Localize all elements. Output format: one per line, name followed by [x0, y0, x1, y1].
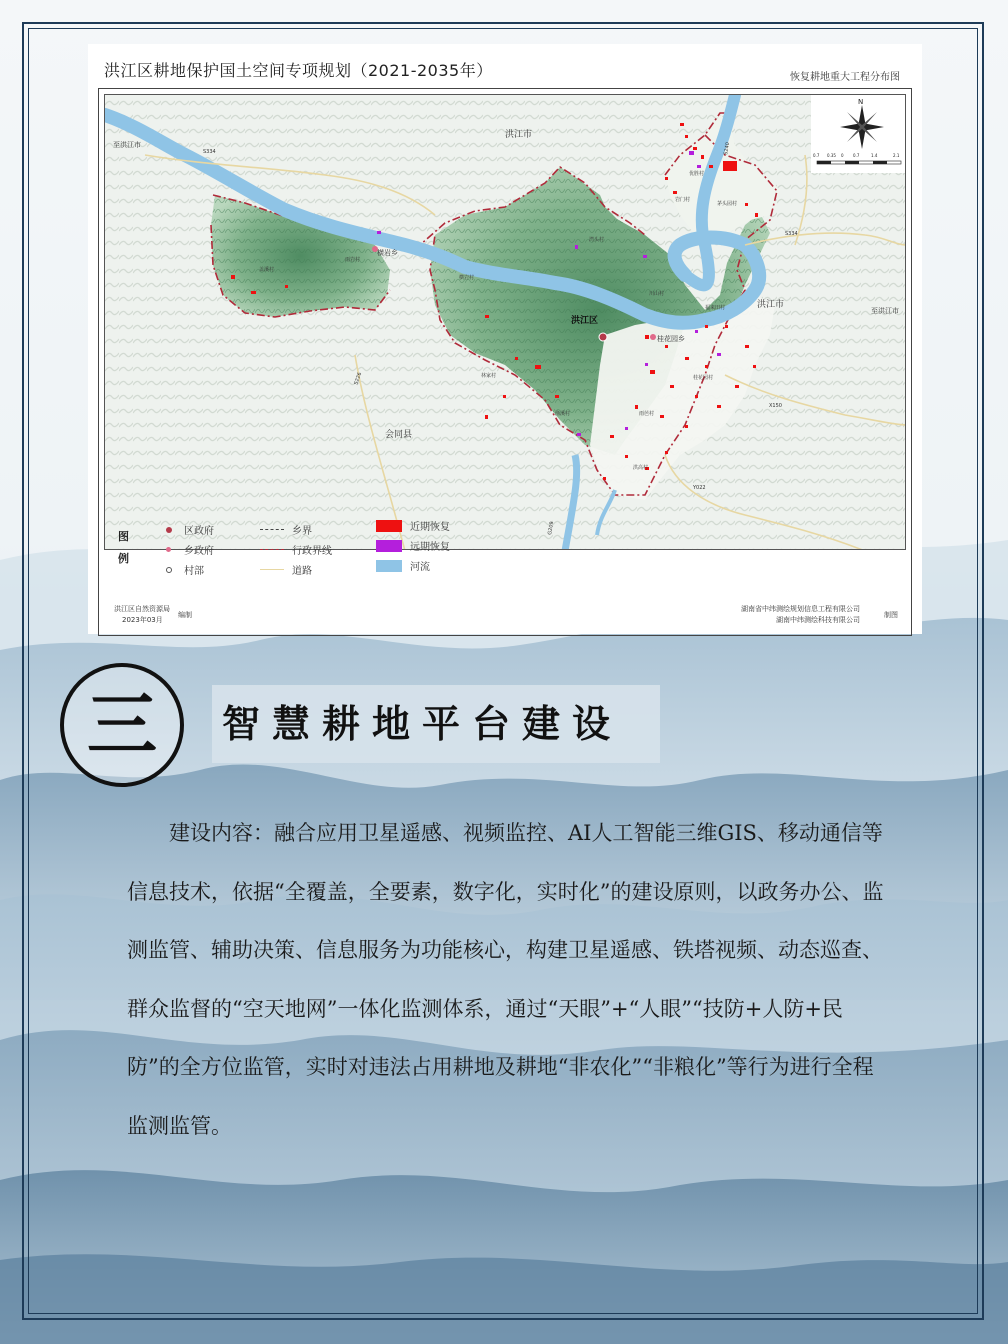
place-label: 至洪江市: [113, 141, 141, 149]
place-label: 雨芭村: [639, 411, 655, 417]
place-label: 洪江市: [757, 300, 785, 310]
legend-item-admin-boundary: [260, 542, 332, 557]
legend-label: 远期恢复: [410, 542, 450, 553]
town-boundary-icon: [260, 529, 284, 530]
scale-tick: 0.7: [813, 153, 820, 158]
place-label: 福来田村: [705, 305, 726, 311]
road-label: S334: [203, 149, 216, 155]
long-term-swatch-icon: [376, 540, 402, 552]
map-card: [88, 44, 922, 634]
footer-edit: 编制: [178, 611, 192, 619]
district-gov-icon: [166, 527, 172, 533]
scale-tick: 0.7: [853, 153, 860, 158]
map-canvas: [105, 95, 906, 550]
road-label: G209: [547, 521, 556, 536]
legend-label: 行政界线: [292, 546, 332, 557]
scale-tick: 2.1: [893, 153, 900, 158]
place-label: 岩门村: [675, 197, 691, 203]
place-label: 林家村: [481, 373, 497, 379]
place-label: 桂花园乡: [657, 335, 685, 343]
compass-rose: [811, 95, 906, 173]
road-label: S226: [353, 371, 364, 386]
legend-label: 道路: [292, 566, 312, 577]
body-paragraph: 建设内容：融合应用卫星遥感、视频监控、AI人工智能三维GIS、移动通信等信息技术，依据“全覆盖，全要素，数字化，实时化”的建设原则，以政务办公、监测监管、辅助决策、信息服务为功能核心，构建卫星遥感、铁塔视频、动态巡查、群众监督的“空天地网”一体化监测体系，通过“天眼”+“人眼”“技防+人防+民防”的全方位监管，实时对违法占用耕地及耕地“非农化”“非粮化”等行为进行全程监测监管。: [127, 821, 884, 1138]
place-label: 渔溪村: [555, 411, 571, 417]
place-label: 横岩乡: [377, 249, 398, 257]
district-gov-marker: [599, 333, 607, 341]
admin-boundary-icon: [260, 549, 284, 550]
legend-item-town-gov: [164, 542, 214, 557]
place-label: 横岩村: [459, 275, 475, 281]
long-term-patch: [689, 151, 694, 155]
place-label: 川山村: [649, 291, 665, 297]
road-label: Y022: [693, 485, 706, 491]
near-term-patch: [723, 161, 737, 171]
body-paragraph-block: [127, 804, 887, 1156]
place-label: 洪江区: [571, 316, 599, 326]
legend-title: 图例: [118, 530, 129, 565]
road-label: S334: [785, 231, 798, 237]
road-label: S240: [723, 141, 732, 156]
section-number: 三: [87, 683, 157, 766]
place-label: 洪江市: [505, 130, 533, 140]
place-label: 盖溪村: [259, 267, 275, 273]
place-label: 茅头园村: [717, 201, 738, 207]
town-gov-icon: [166, 547, 171, 552]
place-label: 桂花园村: [693, 375, 714, 381]
legend-label: 近期恢复: [410, 522, 450, 533]
legend-item-road: [260, 562, 312, 577]
section-title: 智慧耕地平台建设: [222, 701, 623, 746]
legend-label: 乡政府: [184, 546, 214, 557]
map-legend: [104, 506, 906, 592]
village-icon: [166, 567, 172, 573]
compass-north-label: N: [858, 98, 864, 106]
place-label: 至洪江市: [871, 307, 899, 315]
footer-org-left: 洪江区自然资源局: [114, 605, 170, 613]
map-footer-org-left: [114, 604, 170, 626]
near-term-swatch-icon: [376, 520, 402, 532]
legend-item-near-term: [376, 518, 450, 533]
legend-item-district-gov: [164, 522, 214, 537]
scale-tick: 1.4: [871, 153, 878, 158]
footer-date: 2023年03月: [122, 616, 163, 624]
footer-org-right-2: 湖南中纬测绘科技有限公司: [776, 616, 860, 624]
map-area[interactable]: [104, 94, 906, 550]
legend-item-village: [164, 562, 204, 577]
legend-label: 区政府: [184, 526, 214, 537]
town-gov-marker: [650, 334, 656, 340]
legend-label: 村部: [184, 566, 204, 577]
scale-tick: 0: [841, 153, 844, 158]
road-icon: [260, 569, 284, 570]
legend-label: 乡界: [292, 526, 312, 537]
scale-tick: 0.35: [827, 153, 836, 158]
footer-org-right-1: 湖南省中纬测绘规划信息工程有限公司: [741, 605, 860, 613]
river-swatch-icon: [376, 560, 402, 572]
place-label: 会同县: [385, 430, 413, 440]
footer-draw: 制图: [884, 611, 898, 619]
map-footer-org-right: [741, 604, 860, 626]
place-label: 湾头村: [589, 237, 605, 243]
legend-item-river: [376, 558, 430, 573]
legend-label: 河流: [410, 562, 430, 573]
place-label: 雨岩村: [345, 257, 361, 263]
map-subtitle: 恢复耕地重大工程分布图: [790, 72, 900, 83]
map-title: 洪江区耕地保护国土空间专项规划（2021-2035年）: [104, 61, 493, 80]
place-label: 优胜村: [689, 171, 705, 177]
legend-item-long-term: [376, 538, 450, 553]
road-label: X150: [769, 403, 782, 409]
place-label: 洪高村: [633, 465, 649, 471]
legend-item-town-boundary: [260, 522, 312, 537]
